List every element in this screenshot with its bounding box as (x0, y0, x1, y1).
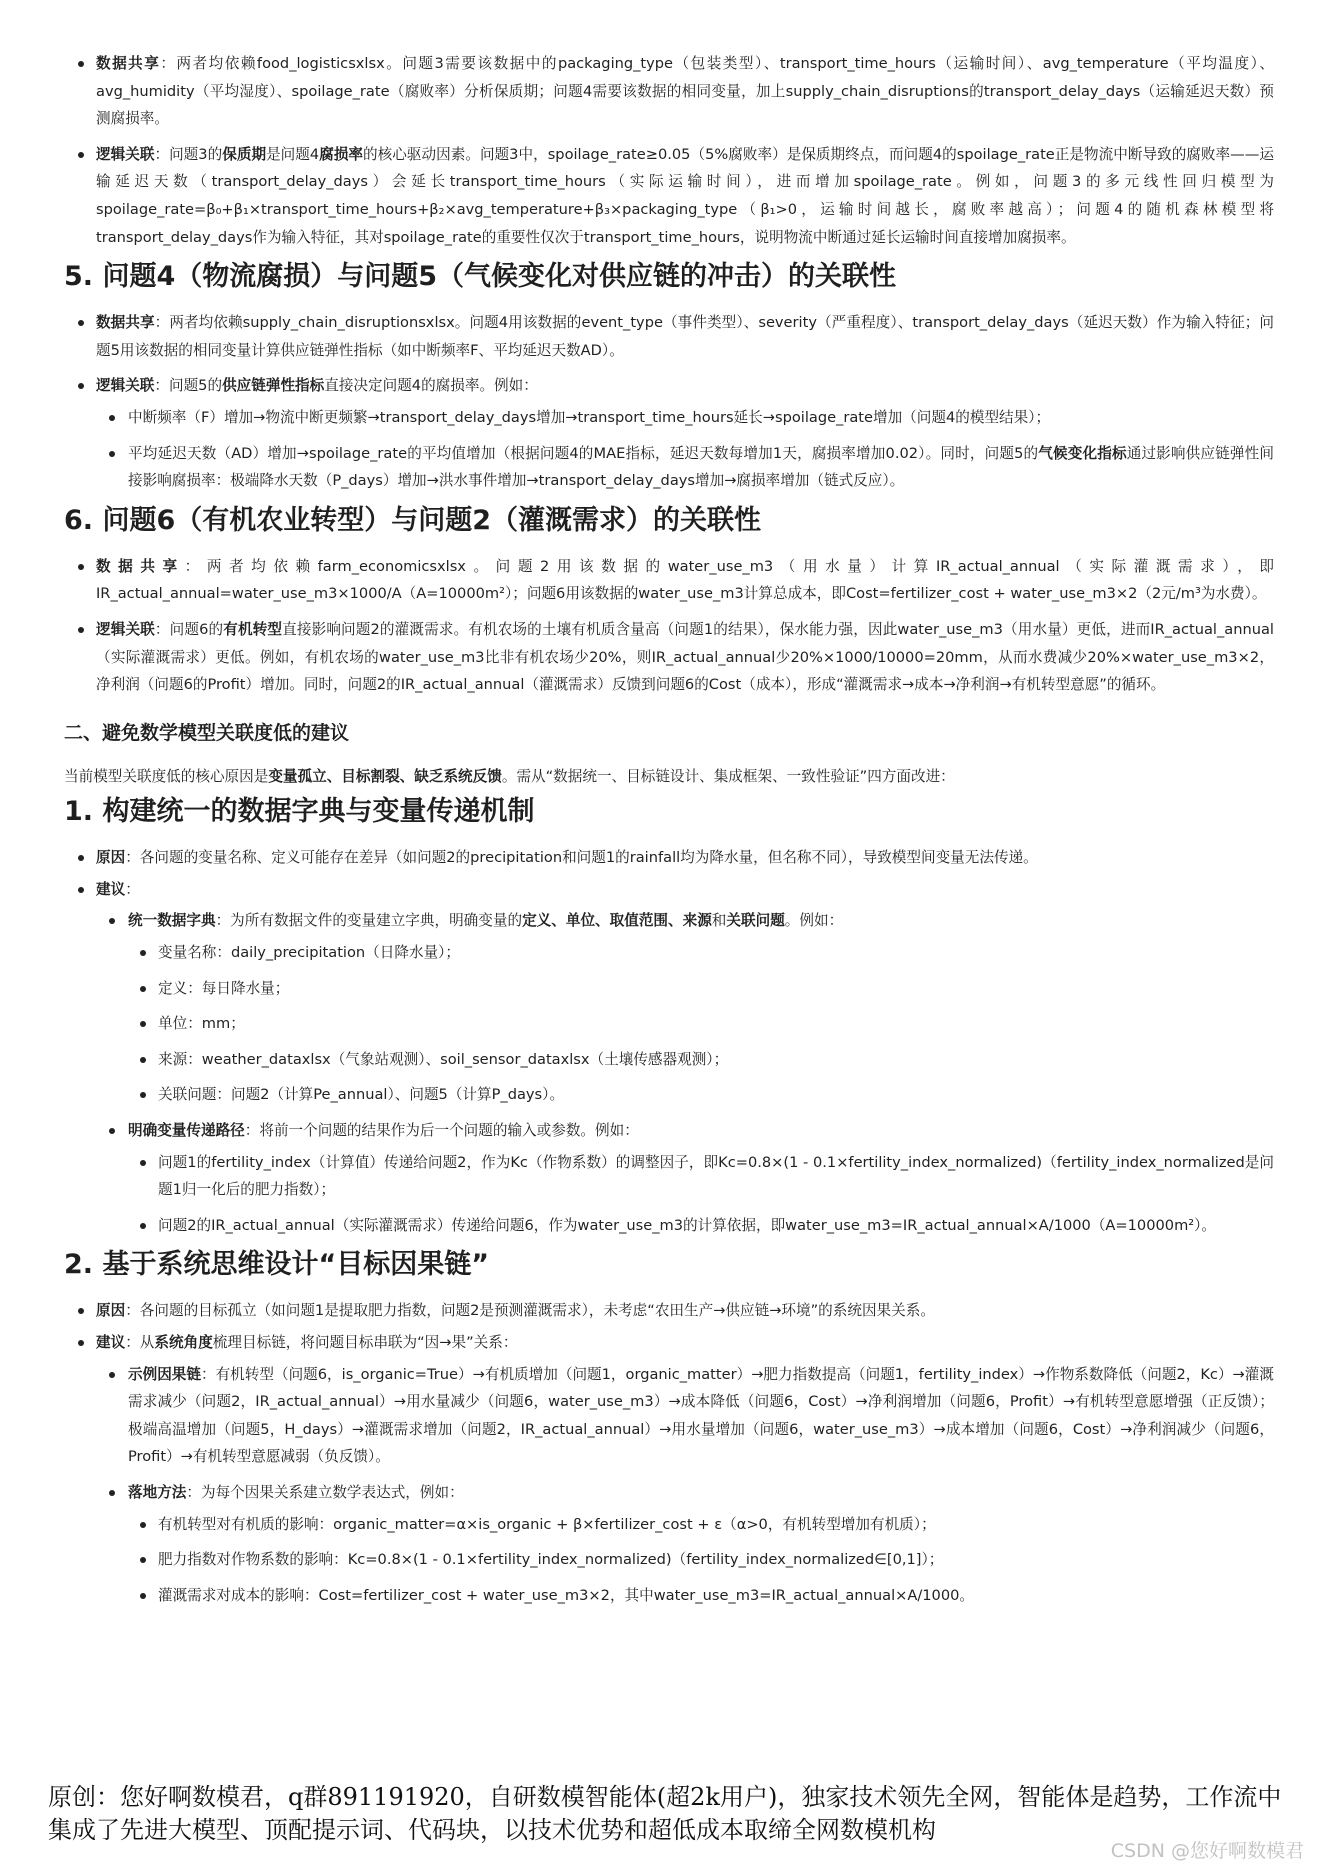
sub-list-item-path (64, 1117, 1274, 1145)
chain-text: ：有机转型（问题6，is_organic=True）→有机质增加（问题1，organic_matter）→肥力指数提高（问题1，fertility_index）→作物系数降低（问题2，Kc）→灌溉需求减少（问题2，IR_actual_annual）→用水量减少（问题6，water_use_m3）→成本降低（问题6，Cost）→净利润增加（问题6，Profit）→有机转型意愿增强（正反馈）；极端高温增加（问题5，H_days）→灌溉需求增加（问题2，IR_actual_annual）→用水量增加（问题6，water_use_m3）→成本增加（问题6，Cost）→净利润减少（问题6，Profit）→有机转型意愿减弱（负反馈）。 (128, 1365, 1274, 1466)
chapter-title-2: 2. 基于系统思维设计“目标因果链” (64, 1249, 489, 1281)
section-title-6: 6. 问题6（有机农业转型）与问题2（灌溉需求）的关联性 (64, 504, 762, 536)
sub-list-item (64, 440, 1274, 495)
logic-text-rest: 的核心驱动因素。问题3中，spoilage_rate≥0.05（5%腐败率）是保质期终点，而问题4的spoilage_rate正是物流中断导致的腐败率——运输延迟天数（transport_delay_days）会延长transport_time_hours（实际运输时间），进而增加spoilage_rate。例如，问题3的多元线性回归模型为spoilage_rate=β₀+β₁×transport_time_hours+β₂×avg_temperature+β₃×packaging_type（β₁>0，运输时间越长，腐败率越高）；问题4的随机森林模型将transport_delay_days作为输入特征，其对spoilage_rate的重要性仅次于transport_time_hours，说明物流中断通过延长运输时间直接增加腐损率。 (96, 145, 1274, 246)
label-reason: 原因 (96, 849, 126, 867)
dict-entry: 单位：mm； (64, 1010, 1274, 1038)
logic-text-mid: 是问题4 (266, 145, 320, 163)
label-data-share: 数据共享 (96, 314, 155, 332)
path-entry: 问题1的fertility_index（计算值）传递给问题2，作为Kc（作物系数）的调整因子，即Kc=0.8×(1 - 0.1×fertility_index_normalized)（fertility_index_normalized是问题1归一化后的肥力指数）； (64, 1149, 1274, 1204)
label-advice: 建议 (96, 880, 126, 898)
label-dictionary: 统一数据字典 (128, 912, 216, 930)
sub-text-pre: 平均延迟天数（AD）增加→spoilage_rate的平均值增加（根据问题4的MAE指标，延迟天数每增加1天，腐损率增加0.02）。同时，问题5的 (128, 444, 1039, 462)
csdn-watermark: CSDN @您好啊数模君 (1110, 1840, 1304, 1862)
data-share-text: ：两者均依赖food_logisticsxlsx。问题3需要该数据中的packaging_type（包装类型）、transport_time_hours（运输时间）、avg_temperature（平均温度）、avg_humidity（平均湿度）、spoilage_rate（腐败率）分析保质期；问题4需要该数据的相同变量，加上supply_chain_disruptions的transport_delay_days（运输延迟天数）预测腐损率。 (96, 55, 1274, 128)
dict-text-and: 和 (711, 912, 727, 930)
list-item-reason (64, 844, 1274, 872)
sub-list-item-dictionary (64, 907, 1274, 935)
method-text: ：为每个因果关系建立数学表达式，例如： (186, 1483, 464, 1501)
reason-text: ：各问题的目标孤立（如问题1是提取肥力指数，问题2是预测灌溉需求），未考虑“农田生产→供应链→环境”的系统因果关系。 (125, 1302, 935, 1320)
advice-colon: ： (125, 880, 140, 898)
document-body (64, 50, 1274, 1617)
label-path: 明确变量传递路径 (128, 1122, 245, 1140)
advice-text-pre: ：从 (125, 1334, 155, 1351)
logic-text-rest: 直接影响问题2的灌溉需求。有机农场的土壤有机质含量高（问题1的结果），保水能力强，因此water_use_m3（用水量）更低，进而IR_actual_annual（实际灌溉需求）更低。例如，有机农场的water_use_m3比非有机农场少20%，则IR_actual_annual少20%×1000/10000=20mm，从而水费减少20%×water_use_m3×2，净利润（问题6的Profit）增加。同时，问题2的IR_actual_annual（灌溉需求）反馈到问题6的Cost（成本），形成“灌溉需求→成本→净利润→有机转型意愿”的循环。 (96, 620, 1274, 694)
list-item-reason (64, 1297, 1274, 1325)
sub-text-rest: 通过影响供应链弹性间接影响腐损率：极端降水天数（P_days）增加→洪水事件增加→transport_delay_days增加→腐损率增加（链式反应）。 (128, 444, 1274, 490)
advice-text-bold: 系统角度 (154, 1334, 213, 1351)
footer-note: 原创：您好啊数模君，q群891191920，自研数模智能体(超2k用户)，独家技术领先全网，智能体是趋势，工作流中集成了先进大模型、顶配提示词、代码块，以技术优势和超低成本取缔全网数模机构 (48, 1783, 1282, 1844)
advice-text-rest: 梳理目标链，将问题目标串联为“因→果”关系： (212, 1334, 518, 1351)
part-intro (64, 763, 1274, 791)
dict-entry: 来源：weather_dataxlsx（气象站观测）、soil_sensor_dataxlsx（土壤传感器观测）； (64, 1046, 1274, 1074)
logic-text-pre: ：问题3的 (154, 145, 223, 163)
list-item-logic (64, 616, 1274, 699)
label-reason: 原因 (96, 1302, 126, 1320)
logic-bold-1: 有机转型 (223, 620, 283, 638)
method-entry: 肥力指数对作物系数的影响：Kc=0.8×(1 - 0.1×fertility_index_normalized)（fertility_index_normalized∈[0,1]）； (64, 1546, 1274, 1574)
list-item-data-share (64, 553, 1274, 608)
label-method: 落地方法 (128, 1483, 187, 1501)
method-entry: 有机转型对有机质的影响：organic_matter=α×is_organic + β×fertilizer_cost + ε（α>0，有机转型增加有机质）； (64, 1511, 1274, 1539)
label-logic: 逻辑关联 (96, 145, 155, 163)
list-item-data-share (64, 309, 1274, 364)
logic-bold-2: 腐损率 (319, 145, 364, 163)
dict-text-bold-2: 关联问题 (726, 912, 785, 930)
part-heading: 二、避免数学模型关联度低的建议 (64, 721, 350, 744)
list-item-advice (64, 1329, 1274, 1357)
logic-bold-1: 保质期 (222, 145, 267, 163)
label-data-share: 数据共享 (96, 557, 185, 575)
sub-list-item: 中断频率（F）增加→物流中断更频繁→transport_delay_days增加→transport_time_hours延长→spoilage_rate增加（问题4的模型结果）； (64, 404, 1274, 432)
dict-entry: 关联问题：问题2（计算Pe_annual）、问题5（计算P_days）。 (64, 1081, 1274, 1109)
sub-list-item-chain (64, 1361, 1274, 1471)
reason-text: ：各问题的变量名称、定义可能存在差异（如问题2的precipitation和问题1的rainfall均为降水量，但名称不同），导致模型间变量无法传递。 (125, 849, 1038, 867)
list-item-logic (64, 372, 1274, 400)
label-chain: 示例因果链 (128, 1365, 201, 1383)
dict-text-pre: ：为所有数据文件的变量建立字典，明确变量的 (215, 912, 523, 930)
logic-text-pre: ：问题5的 (154, 377, 223, 395)
dict-entry: 定义：每日降水量； (64, 975, 1274, 1003)
section-title-5: 5. 问题4（物流腐损）与问题5（气候变化对供应链的冲击）的关联性 (64, 261, 897, 293)
logic-text-pre: ：问题6的 (154, 620, 224, 638)
method-entry: 灌溉需求对成本的影响：Cost=fertilizer_cost + water_use_m3×2，其中water_use_m3=IR_actual_annual×A/1000。 (64, 1582, 1274, 1610)
label-logic: 逻辑关联 (96, 377, 155, 395)
data-share-text: ：两者均依赖supply_chain_disruptionsxlsx。问题4用该数据的event_type（事件类型）、severity（严重程度）、transport_delay_days（延迟天数）作为输入特征；问题5用该数据的相同变量计算供应链弹性指标（如中断频率F、平均延迟天数AD）。 (96, 314, 1274, 359)
dict-text-bold: 定义、单位、取值范围、来源 (522, 912, 712, 930)
dict-text-rest: 。例如： (784, 912, 844, 930)
path-text: ：将前一个问题的结果作为后一个问题的输入或参数。例如： (244, 1122, 639, 1140)
sub-list-item-method (64, 1479, 1274, 1507)
data-share-text: ：两者均依赖farm_economicsxlsx。问题2用该数据的water_use_m3（用水量）计算IR_actual_annual（实际灌溉需求），即IR_actual_annual=water_use_m3×1000/A（A=10000m²）；问题6用该数据的water_use_m3计算总成本，即Cost=fertilizer_cost + water_use_m3×2（2元/m³为水费）。 (96, 557, 1274, 603)
list-item-logic (64, 141, 1274, 251)
path-entry: 问题2的IR_actual_annual（实际灌溉需求）传递给问题6，作为water_use_m3的计算依据，即water_use_m3=IR_actual_annual×A/1000（A=10000m²）。 (64, 1212, 1274, 1240)
label-logic: 逻辑关联 (96, 620, 155, 638)
logic-bold-1: 供应链弹性指标 (222, 377, 325, 395)
list-item-data-share (64, 50, 1274, 133)
sub-text-bold: 气候变化指标 (1038, 444, 1127, 462)
list-item-advice (64, 876, 1274, 904)
dict-entry: 变量名称：daily_precipitation（日降水量）； (64, 939, 1274, 967)
intro-text-pre: 当前模型关联度低的核心原因是 (64, 767, 269, 785)
label-advice: 建议 (96, 1334, 126, 1351)
logic-text-rest: 直接决定问题4的腐损率。例如： (324, 377, 538, 395)
intro-text-rest: 。需从“数据统一、目标链设计、集成框架、一致性验证”四方面改进： (501, 767, 955, 785)
intro-text-bold: 变量孤立、目标割裂、缺乏系统反馈 (268, 767, 502, 785)
label-data-share: 数据共享 (96, 55, 161, 72)
chapter-title-1: 1. 构建统一的数据字典与变量传递机制 (64, 796, 535, 828)
